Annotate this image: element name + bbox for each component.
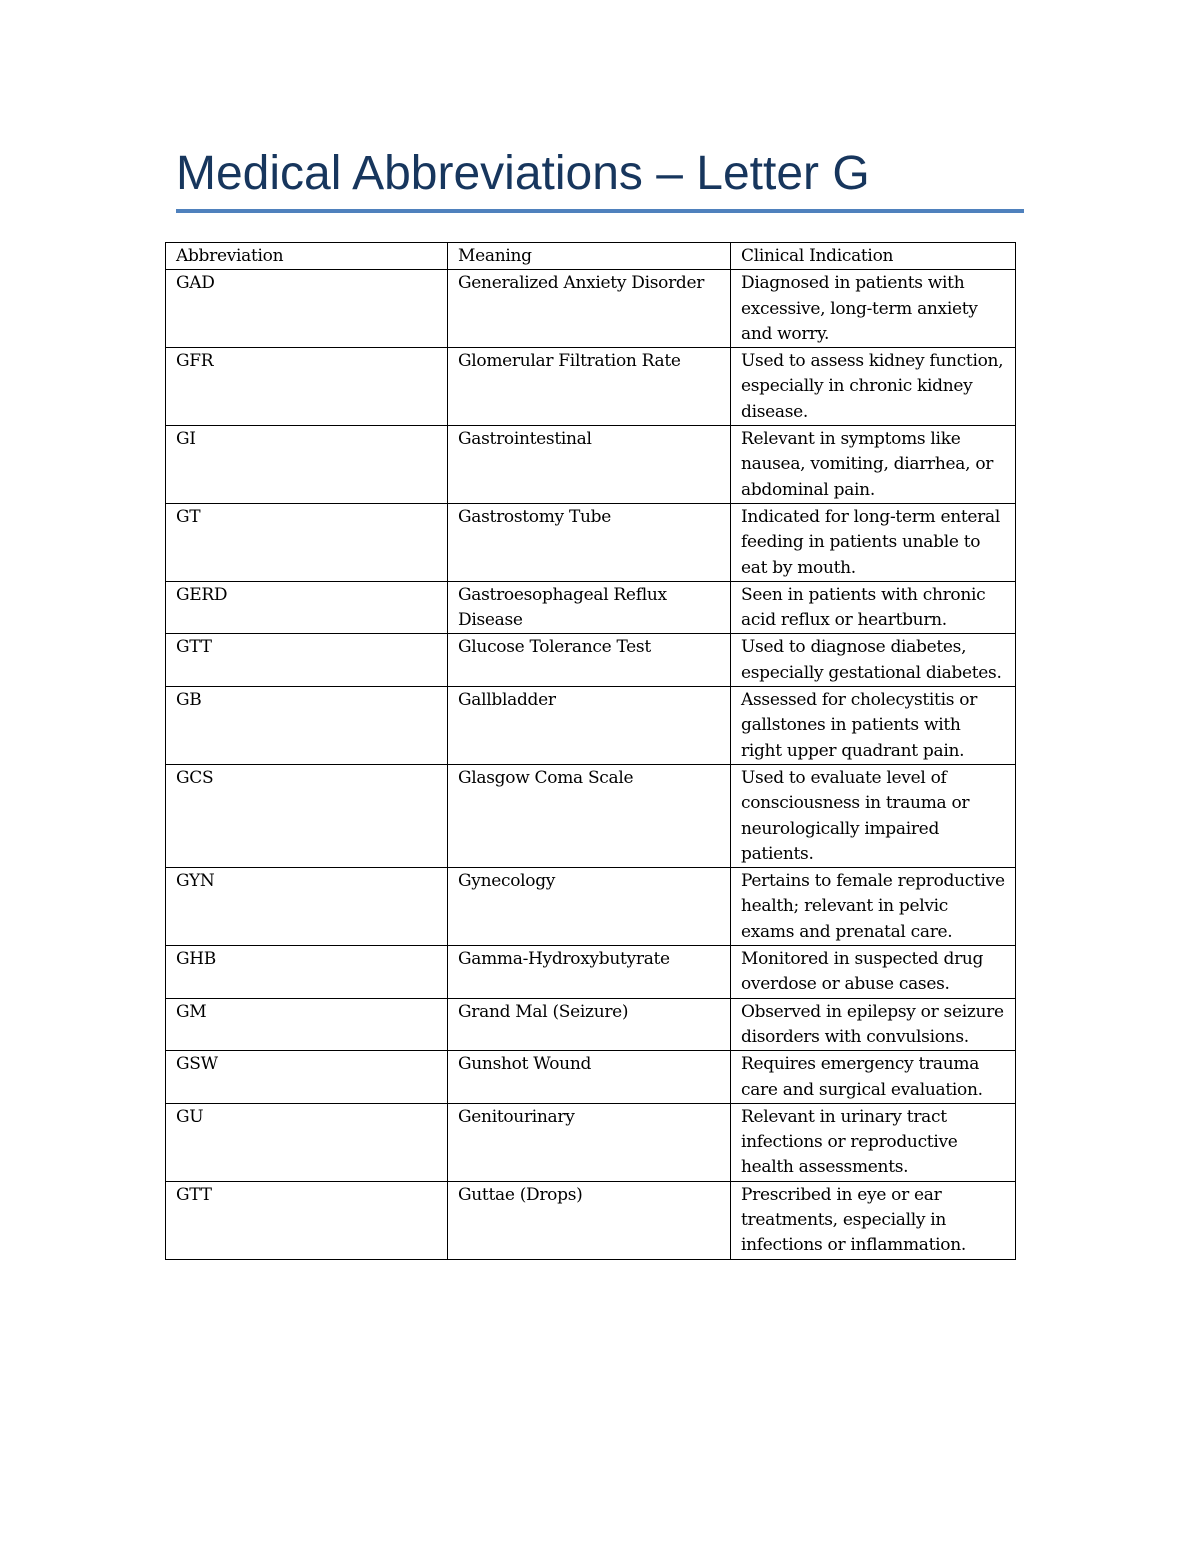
cell-meaning: Gallbladder <box>448 687 731 765</box>
cell-meaning: Grand Mal (Seizure) <box>448 998 731 1051</box>
header-abbreviation: Abbreviation <box>166 243 448 270</box>
cell-abbreviation: GTT <box>166 634 448 687</box>
cell-clinical-indication: Used to diagnose diabetes, especially gestational diabetes. <box>731 634 1016 687</box>
cell-meaning: Gamma-Hydroxybutyrate <box>448 946 731 999</box>
cell-meaning: Gynecology <box>448 868 731 946</box>
header-meaning: Meaning <box>448 243 731 270</box>
table-row <box>166 348 1016 426</box>
cell-clinical-indication: Assessed for cholecystitis or gallstones in patients with right upper quadrant pain. <box>731 687 1016 765</box>
header-clinical-indication: Clinical Indication <box>731 243 1016 270</box>
cell-abbreviation: GTT <box>166 1181 448 1259</box>
table-row <box>166 581 1016 634</box>
cell-clinical-indication: Relevant in urinary tract infections or reproductive health assessments. <box>731 1103 1016 1181</box>
cell-meaning: Guttae (Drops) <box>448 1181 731 1259</box>
cell-abbreviation: GB <box>166 687 448 765</box>
cell-abbreviation: GI <box>166 426 448 504</box>
cell-clinical-indication: Monitored in suspected drug overdose or abuse cases. <box>731 946 1016 999</box>
cell-abbreviation: GERD <box>166 581 448 634</box>
cell-meaning: Glucose Tolerance Test <box>448 634 731 687</box>
title-underline <box>176 209 1024 213</box>
cell-meaning: Gastroesophageal Reflux Disease <box>448 581 731 634</box>
table-header-row <box>166 243 1016 270</box>
cell-meaning: Gunshot Wound <box>448 1051 731 1104</box>
table-row <box>166 270 1016 348</box>
cell-clinical-indication: Observed in epilepsy or seizure disorders with convulsions. <box>731 998 1016 1051</box>
cell-abbreviation: GT <box>166 503 448 581</box>
table-row <box>166 1103 1016 1181</box>
cell-meaning: Gastrointestinal <box>448 426 731 504</box>
table-row <box>166 1181 1016 1259</box>
cell-clinical-indication: Prescribed in eye or ear treatments, especially in infections or inflammation. <box>731 1181 1016 1259</box>
cell-clinical-indication: Pertains to female reproductive health; relevant in pelvic exams and prenatal care. <box>731 868 1016 946</box>
table-row <box>166 503 1016 581</box>
cell-clinical-indication: Used to evaluate level of consciousness in trauma or neurologically impaired patients. <box>731 764 1016 867</box>
page-title: Medical Abbreviations – Letter G <box>176 147 870 200</box>
cell-clinical-indication: Diagnosed in patients with excessive, long-term anxiety and worry. <box>731 270 1016 348</box>
cell-abbreviation: GU <box>166 1103 448 1181</box>
cell-meaning: Gastrostomy Tube <box>448 503 731 581</box>
table-body <box>166 270 1016 1259</box>
cell-meaning: Glasgow Coma Scale <box>448 764 731 867</box>
cell-meaning: Glomerular Filtration Rate <box>448 348 731 426</box>
cell-abbreviation: GAD <box>166 270 448 348</box>
cell-meaning: Generalized Anxiety Disorder <box>448 270 731 348</box>
abbreviations-table <box>165 242 1016 1260</box>
cell-abbreviation: GFR <box>166 348 448 426</box>
cell-abbreviation: GHB <box>166 946 448 999</box>
cell-abbreviation: GSW <box>166 1051 448 1104</box>
cell-clinical-indication: Indicated for long-term enteral feeding in patients unable to eat by mouth. <box>731 503 1016 581</box>
cell-abbreviation: GM <box>166 998 448 1051</box>
cell-clinical-indication: Used to assess kidney function, especially in chronic kidney disease. <box>731 348 1016 426</box>
table-row <box>166 998 1016 1051</box>
table-row <box>166 868 1016 946</box>
table-row <box>166 946 1016 999</box>
cell-clinical-indication: Relevant in symptoms like nausea, vomiting, diarrhea, or abdominal pain. <box>731 426 1016 504</box>
table-row <box>166 426 1016 504</box>
cell-meaning: Genitourinary <box>448 1103 731 1181</box>
table-row <box>166 687 1016 765</box>
cell-clinical-indication: Requires emergency trauma care and surgical evaluation. <box>731 1051 1016 1104</box>
cell-abbreviation: GYN <box>166 868 448 946</box>
table-row <box>166 764 1016 867</box>
table-row <box>166 634 1016 687</box>
cell-abbreviation: GCS <box>166 764 448 867</box>
table-row <box>166 1051 1016 1104</box>
cell-clinical-indication: Seen in patients with chronic acid reflux or heartburn. <box>731 581 1016 634</box>
